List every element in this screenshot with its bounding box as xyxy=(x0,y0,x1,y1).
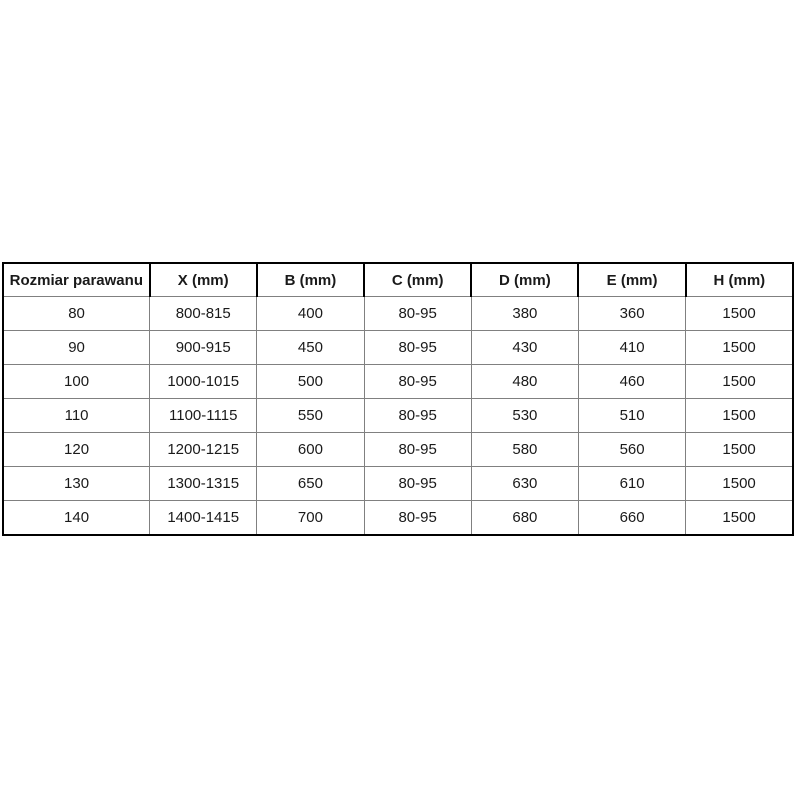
table-cell: 80-95 xyxy=(364,399,471,433)
table-cell: 80-95 xyxy=(364,433,471,467)
column-header: Rozmiar parawanu xyxy=(3,263,150,297)
table-cell: 550 xyxy=(257,399,364,433)
table-cell: 80-95 xyxy=(364,331,471,365)
table-cell: 450 xyxy=(257,331,364,365)
table-cell: 1500 xyxy=(686,365,793,399)
table-cell: 120 xyxy=(3,433,150,467)
table-cell: 900-915 xyxy=(150,331,257,365)
table-row xyxy=(3,467,793,501)
table-cell: 610 xyxy=(578,467,685,501)
table-cell: 400 xyxy=(257,297,364,331)
table-cell: 80 xyxy=(3,297,150,331)
table-cell: 480 xyxy=(471,365,578,399)
table-cell: 1500 xyxy=(686,467,793,501)
header-row xyxy=(3,263,793,297)
table-cell: 80-95 xyxy=(364,365,471,399)
table-cell: 1500 xyxy=(686,399,793,433)
table-cell: 1500 xyxy=(686,501,793,536)
table-cell: 1400-1415 xyxy=(150,501,257,536)
table-row xyxy=(3,433,793,467)
table-cell: 130 xyxy=(3,467,150,501)
table-row xyxy=(3,365,793,399)
table-cell: 460 xyxy=(578,365,685,399)
table-cell: 660 xyxy=(578,501,685,536)
table-cell: 1500 xyxy=(686,433,793,467)
table-row xyxy=(3,501,793,536)
table-cell: 510 xyxy=(578,399,685,433)
column-header: E (mm) xyxy=(578,263,685,297)
table-cell: 560 xyxy=(578,433,685,467)
table-cell: 80-95 xyxy=(364,297,471,331)
table-cell: 410 xyxy=(578,331,685,365)
table-cell: 1500 xyxy=(686,297,793,331)
table-cell: 80-95 xyxy=(364,467,471,501)
table-cell: 800-815 xyxy=(150,297,257,331)
table-cell: 110 xyxy=(3,399,150,433)
table-cell: 700 xyxy=(257,501,364,536)
table-cell: 530 xyxy=(471,399,578,433)
table-cell: 630 xyxy=(471,467,578,501)
table-row xyxy=(3,399,793,433)
spec-table-container xyxy=(2,262,794,536)
table-cell: 1100-1115 xyxy=(150,399,257,433)
column-header: X (mm) xyxy=(150,263,257,297)
table-cell: 650 xyxy=(257,467,364,501)
table-cell: 360 xyxy=(578,297,685,331)
table-cell: 380 xyxy=(471,297,578,331)
table-cell: 1500 xyxy=(686,331,793,365)
size-spec-table xyxy=(2,262,794,536)
table-cell: 430 xyxy=(471,331,578,365)
table-cell: 500 xyxy=(257,365,364,399)
table-cell: 680 xyxy=(471,501,578,536)
column-header: H (mm) xyxy=(686,263,793,297)
table-row xyxy=(3,297,793,331)
table-row xyxy=(3,331,793,365)
table-cell: 1300-1315 xyxy=(150,467,257,501)
column-header: D (mm) xyxy=(471,263,578,297)
spec-table-header xyxy=(3,263,793,297)
table-cell: 600 xyxy=(257,433,364,467)
table-cell: 1000-1015 xyxy=(150,365,257,399)
spec-table-body xyxy=(3,297,793,536)
column-header: C (mm) xyxy=(364,263,471,297)
table-cell: 100 xyxy=(3,365,150,399)
table-cell: 140 xyxy=(3,501,150,536)
table-cell: 90 xyxy=(3,331,150,365)
table-cell: 580 xyxy=(471,433,578,467)
table-cell: 80-95 xyxy=(364,501,471,536)
column-header: B (mm) xyxy=(257,263,364,297)
table-cell: 1200-1215 xyxy=(150,433,257,467)
